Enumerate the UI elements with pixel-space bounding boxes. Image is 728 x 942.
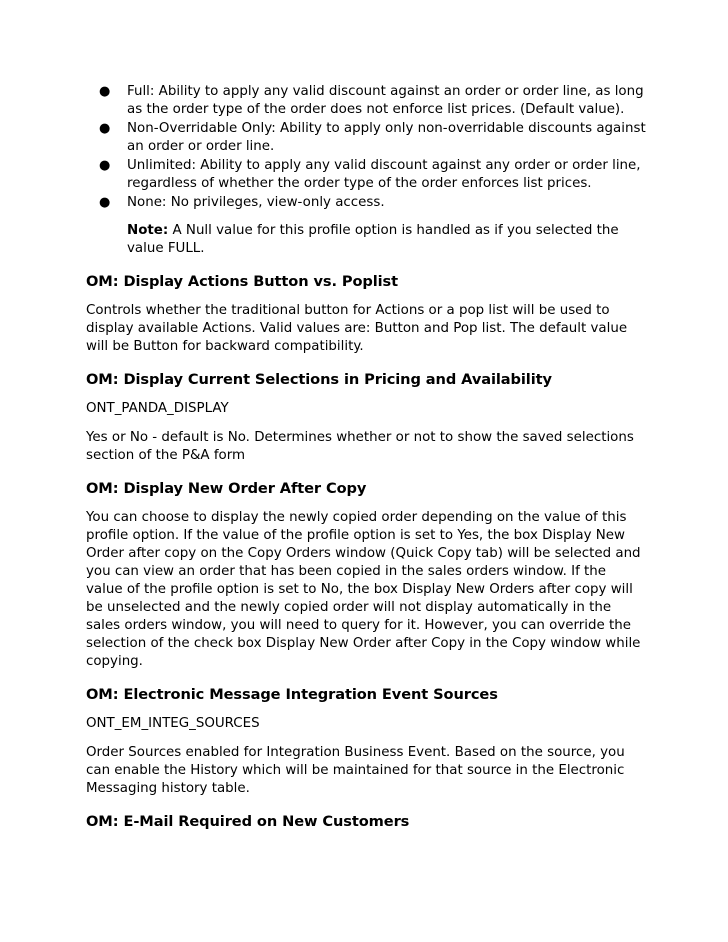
note-text: A Null value for this profile option is handled as if you selected the value FULL. xyxy=(127,223,619,256)
section-paragraph: ONT_PANDA_DISPLAY xyxy=(86,401,229,416)
bullet-text: None: No privileges, view-only access. xyxy=(127,195,385,210)
bullet-text: Non-Overridable Only: Ability to apply only non-overridable discounts against an order or order line. xyxy=(127,121,646,154)
section-heading: OM: Display Actions Button vs. Poplist xyxy=(86,273,399,290)
section-paragraph: You can choose to display the newly copied order depending on the value of this profile option. If the value of the profile option is set to Yes, the box Display New Order after copy on the Copy Orders window (Quick Copy tab) will be selected and you can view an order that has been copied in the sales orders window. If the value of the profile option is set to No, the box Display New Orders after copy will be unselected and the newly copied order will not display automatically in the sales orders window, you will need to query for it. However, you can override the selection of the check box Display New Order after Copy in the Copy window while copying. xyxy=(86,510,641,669)
section-heading: OM: Display New Order After Copy xyxy=(86,480,367,497)
bullet-item xyxy=(99,83,646,119)
bullet-item xyxy=(99,194,646,212)
section-paragraph: Order Sources enabled for Integration Business Event. Based on the source, you can enable the History which will be maintained for that source in the Electronic Messaging history table. xyxy=(86,745,625,796)
note-paragraph xyxy=(127,222,646,258)
privilege-bullet-list xyxy=(86,83,646,212)
bullet-dot-icon: ● xyxy=(99,158,111,173)
bullet-item xyxy=(99,157,646,193)
section-heading: OM: Display Current Selections in Pricing and Availability xyxy=(86,371,552,388)
note-label: Note: xyxy=(127,223,169,238)
bullet-dot-icon: ● xyxy=(99,195,111,210)
bullet-dot-icon: ● xyxy=(99,84,111,99)
bullet-text: Unlimited: Ability to apply any valid discount against any order or order line, regardless of whether the order type of the order enforces list prices. xyxy=(127,158,641,191)
bullet-dot-icon: ● xyxy=(99,121,111,136)
document-page xyxy=(86,83,646,842)
section-heading: OM: E-Mail Required on New Customers xyxy=(86,813,410,830)
bullet-item xyxy=(99,120,646,156)
section-paragraph: Yes or No - default is No. Determines whether or not to show the saved selections section of the P&A form xyxy=(86,430,634,463)
section-heading: OM: Electronic Message Integration Event Sources xyxy=(86,686,498,703)
section-paragraph: Controls whether the traditional button for Actions or a pop list will be used to display available Actions. Valid values are: Button and Pop list. The default value will be Button for backward compatibility. xyxy=(86,303,628,354)
section-paragraph: ONT_EM_INTEG_SOURCES xyxy=(86,716,260,731)
bullet-text: Full: Ability to apply any valid discount against an order or order line, as long as the order type of the order does not enforce list prices. (Default value). xyxy=(127,84,644,117)
